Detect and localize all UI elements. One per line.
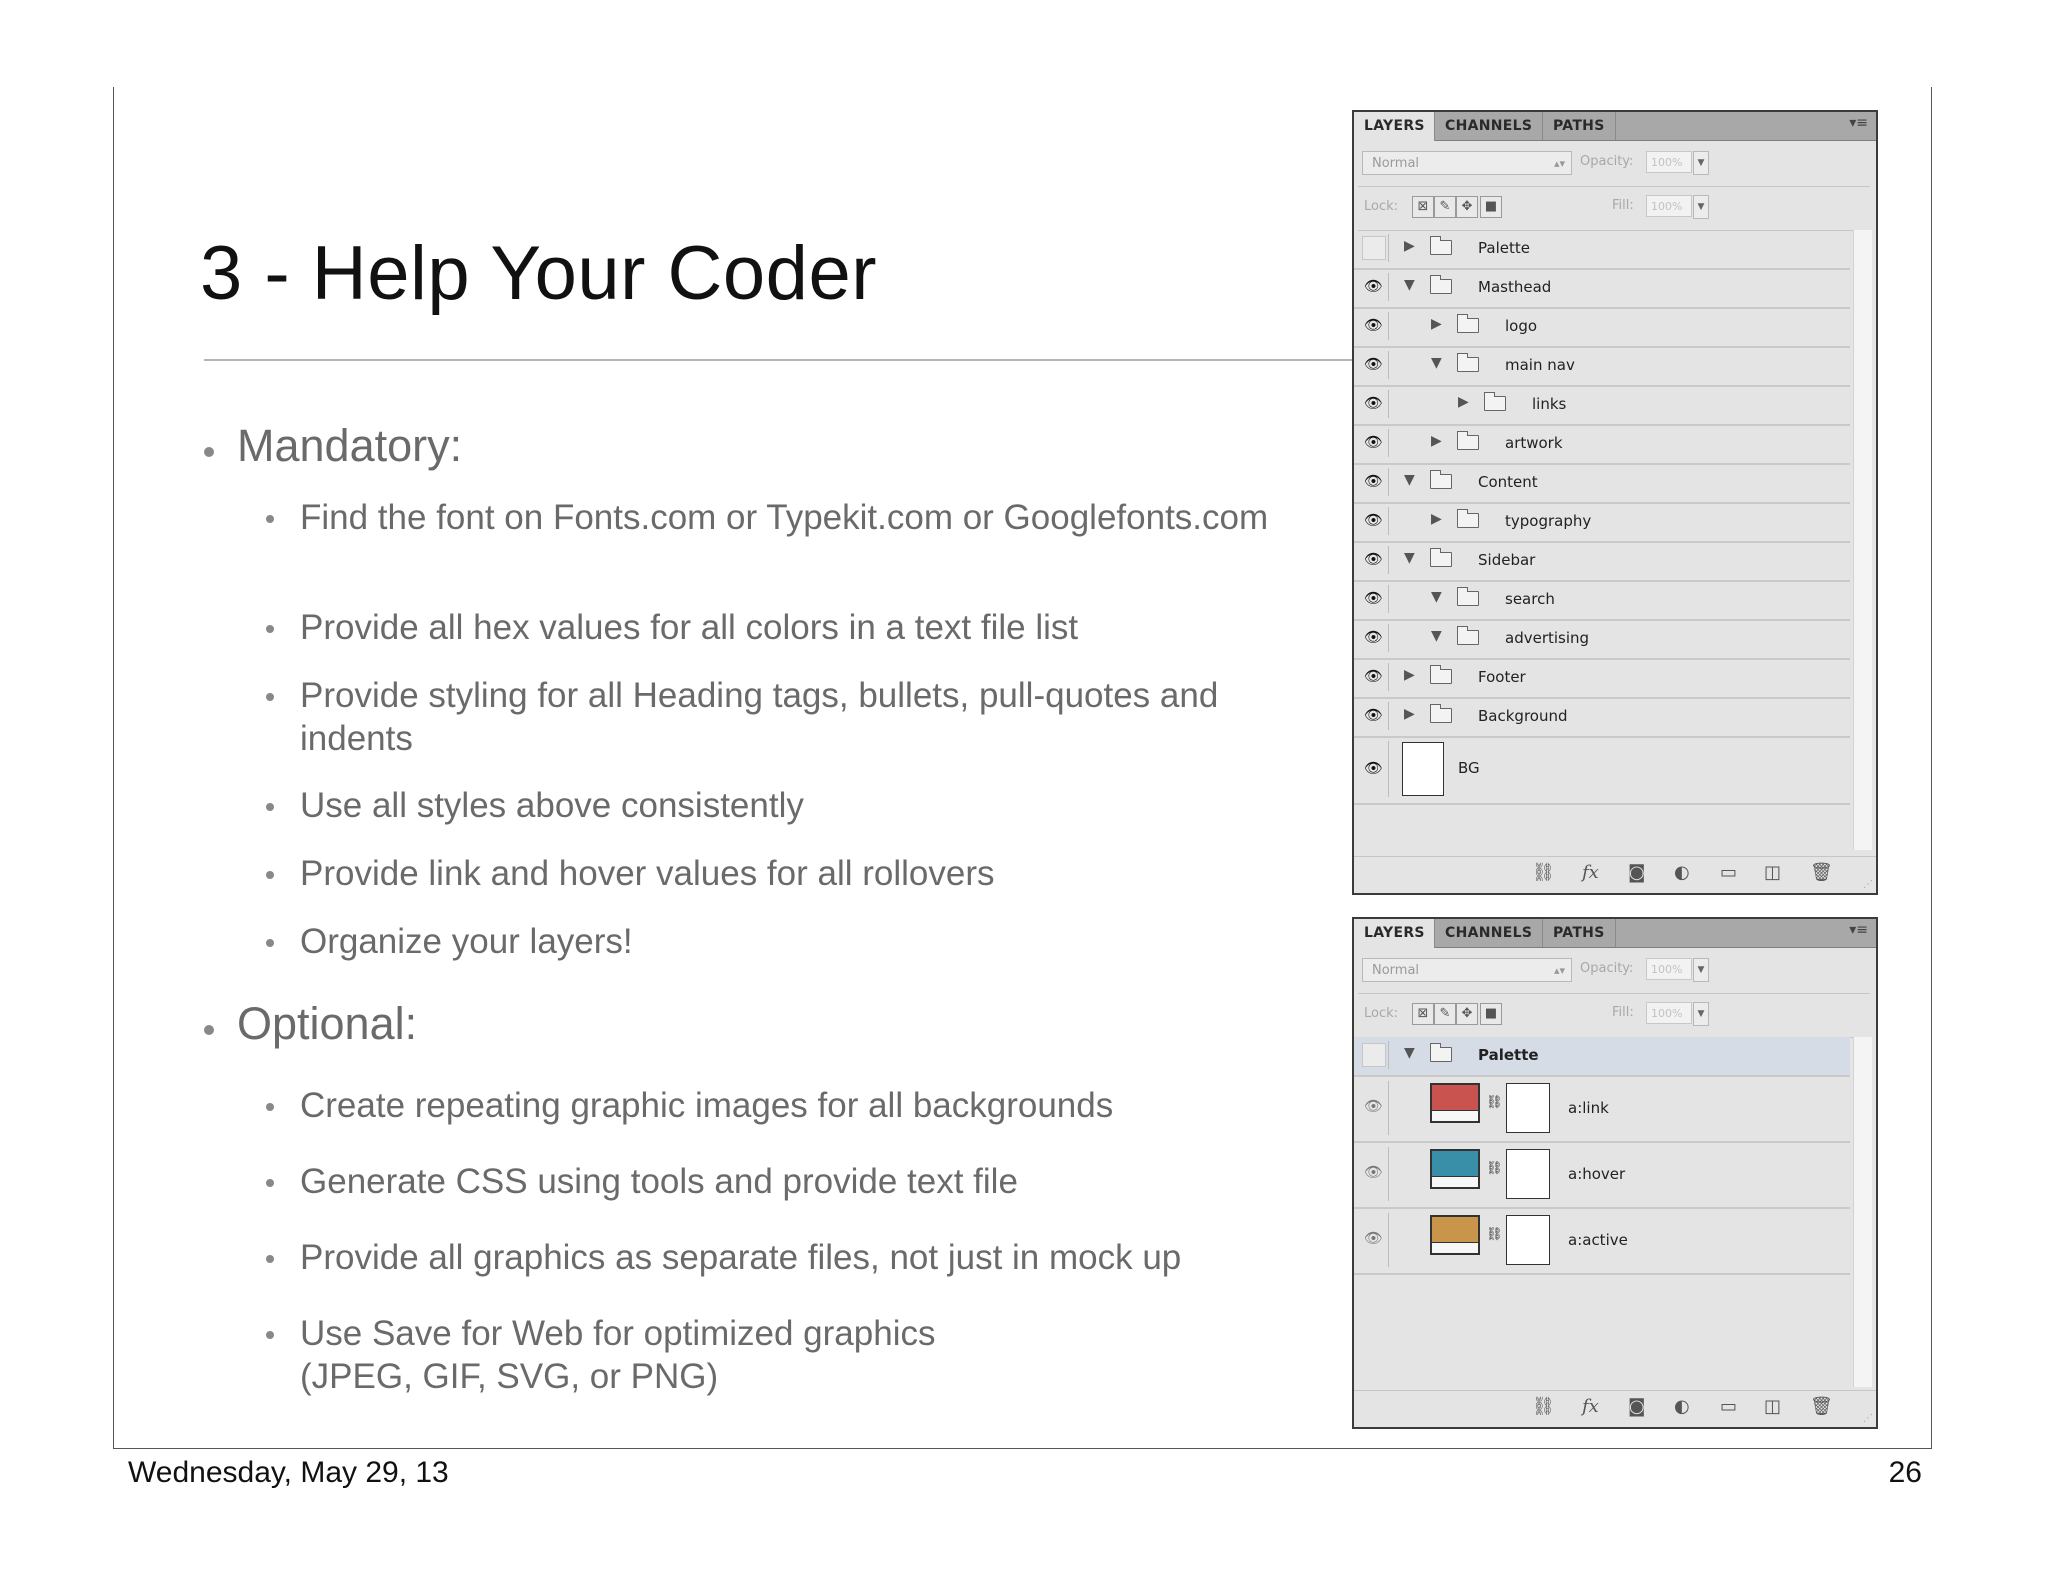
fx-icon[interactable]: fx — [1582, 1396, 1599, 1417]
layer-mask-thumbnail — [1506, 1083, 1550, 1133]
visibility-toggle[interactable] — [1358, 390, 1389, 418]
blend-row — [1354, 144, 1876, 184]
fx-icon[interactable]: fx — [1582, 862, 1599, 883]
title-divider — [204, 359, 1352, 361]
fill-layer-row[interactable]: 👁 ⛓ a:link — [1354, 1077, 1850, 1143]
layer-row[interactable]: 👁 ▼ Content — [1354, 464, 1850, 504]
layer-row[interactable]: 👁 ▼ main nav — [1354, 347, 1850, 387]
folder-icon — [1457, 630, 1479, 645]
collapse-triangle-icon[interactable]: ▼ — [1431, 628, 1442, 644]
fill-input[interactable]: 100% — [1646, 1002, 1692, 1024]
folder-icon — [1484, 396, 1506, 411]
lock-move-icon[interactable]: ✥ — [1456, 196, 1478, 218]
blend-mode-select[interactable]: Normal ▴▾ — [1362, 958, 1572, 982]
collapse-triangle-icon[interactable]: ▼ — [1404, 472, 1415, 488]
tab-paths[interactable]: PATHS — [1543, 919, 1616, 947]
eye-icon: 👁 — [1364, 1097, 1384, 1115]
lock-transparent-icon[interactable]: ⊠ — [1412, 1003, 1434, 1025]
opacity-label: Opacity: — [1580, 961, 1634, 976]
visibility-toggle[interactable] — [1358, 507, 1389, 535]
visibility-toggle[interactable] — [1358, 741, 1389, 797]
lock-label: Lock: — [1364, 199, 1399, 214]
visibility-toggle[interactable] — [1358, 1041, 1389, 1069]
eye-icon: 👁 — [1364, 355, 1384, 373]
chain-link-icon[interactable]: ⛓ — [1486, 1161, 1503, 1176]
visibility-toggle[interactable] — [1358, 702, 1389, 730]
layers-panel-2 — [1352, 917, 1878, 1429]
opacity-input[interactable]: 100% — [1646, 151, 1692, 173]
eye-icon: 👁 — [1364, 628, 1384, 646]
fill-input[interactable]: 100% — [1646, 195, 1692, 217]
link-layers-icon[interactable]: ⛓ — [1532, 862, 1555, 883]
resize-grip-icon[interactable]: ⋰ — [1863, 879, 1873, 890]
eye-icon: 👁 — [1364, 1163, 1384, 1181]
expand-triangle-icon[interactable]: ▶ — [1404, 706, 1415, 722]
lock-brush-icon[interactable]: ✎ — [1434, 196, 1456, 218]
new-layer-icon[interactable]: ◫ — [1764, 1396, 1782, 1417]
folder-icon — [1430, 279, 1452, 294]
folder-icon — [1457, 357, 1479, 372]
visibility-toggle[interactable] — [1358, 1081, 1389, 1135]
layer-mask-thumbnail — [1506, 1149, 1550, 1199]
layer-mask-icon[interactable]: ◙ — [1628, 1396, 1646, 1417]
tab-channels[interactable]: CHANNELS — [1435, 112, 1543, 140]
folder-icon — [1457, 513, 1479, 528]
eye-icon: 👁 — [1364, 759, 1384, 777]
panel-tabbar — [1354, 919, 1876, 948]
blend-mode-select[interactable]: Normal ▴▾ — [1362, 151, 1572, 175]
tab-layers[interactable]: LAYERS — [1354, 919, 1435, 948]
folder-icon — [1430, 240, 1452, 255]
expand-triangle-icon[interactable]: ▶ — [1458, 394, 1469, 410]
fill-dropdown-icon[interactable]: ▼ — [1693, 1002, 1709, 1026]
layer-row[interactable]: 👁 ▼ Sidebar — [1354, 542, 1850, 582]
eye-icon: 👁 — [1364, 316, 1384, 334]
layer-row[interactable]: 👁 ▶ links — [1354, 386, 1850, 426]
folder-icon — [1457, 435, 1479, 450]
visibility-toggle[interactable] — [1358, 546, 1389, 574]
color-swatch[interactable] — [1430, 1083, 1480, 1123]
chain-link-icon[interactable]: ⛓ — [1486, 1227, 1503, 1242]
layer-row[interactable]: 👁 ▶ typography — [1354, 503, 1850, 543]
layers-panel-1 — [1352, 110, 1878, 895]
link-layers-icon[interactable]: ⛓ — [1532, 1396, 1555, 1417]
chain-link-icon[interactable]: ⛓ — [1486, 1095, 1503, 1110]
collapse-triangle-icon[interactable]: ▼ — [1404, 550, 1415, 566]
expand-triangle-icon[interactable]: ▶ — [1431, 433, 1442, 449]
layer-row[interactable]: 👁 ▶ logo — [1354, 308, 1850, 348]
opacity-dropdown-icon[interactable]: ▼ — [1693, 151, 1709, 175]
layer-mask-thumbnail — [1506, 1215, 1550, 1265]
collapse-triangle-icon[interactable]: ▼ — [1431, 589, 1442, 605]
eye-icon: 👁 — [1364, 433, 1384, 451]
visibility-toggle[interactable] — [1358, 468, 1389, 496]
collapse-triangle-icon[interactable]: ▼ — [1431, 355, 1442, 371]
folder-icon — [1430, 474, 1452, 489]
visibility-toggle[interactable] — [1358, 585, 1389, 613]
tab-paths[interactable]: PATHS — [1543, 112, 1616, 140]
visibility-toggle[interactable] — [1358, 312, 1389, 340]
expand-triangle-icon[interactable]: ▶ — [1404, 667, 1415, 683]
fill-label: Fill: — [1612, 198, 1634, 213]
lock-all-icon[interactable]: ■ — [1480, 196, 1502, 218]
visibility-toggle[interactable] — [1358, 663, 1389, 691]
layer-row[interactable]: 👁 ▼ advertising — [1354, 620, 1850, 660]
bullet-dot — [204, 447, 214, 457]
panel-tabbar — [1354, 112, 1876, 141]
layer-row[interactable]: 👁 ▶ Background — [1354, 698, 1850, 738]
layer-row[interactable]: 👁 ▶ Footer — [1354, 659, 1850, 699]
select-arrows-icon: ▴▾ — [1553, 157, 1565, 170]
layers-scrollbar[interactable] — [1853, 1037, 1872, 1387]
color-swatch[interactable] — [1430, 1149, 1480, 1189]
visibility-toggle[interactable] — [1358, 1213, 1389, 1267]
visibility-toggle[interactable] — [1358, 429, 1389, 457]
folder-icon — [1430, 669, 1452, 684]
fill-dropdown-icon[interactable]: ▼ — [1693, 195, 1709, 219]
fill-label: Fill: — [1612, 1005, 1634, 1020]
panel-bottom-toolbar — [1354, 1390, 1876, 1427]
eye-icon: 👁 — [1364, 511, 1384, 529]
eye-icon: 👁 — [1364, 550, 1384, 568]
lock-brush-icon[interactable]: ✎ — [1434, 1003, 1456, 1025]
page-number: 26 — [1888, 1456, 1922, 1489]
layer-thumbnail — [1402, 742, 1444, 796]
layer-row[interactable]: 👁 ▼ Masthead — [1354, 269, 1850, 309]
eye-icon: 👁 — [1364, 589, 1384, 607]
footer-date: Wednesday, May 29, 13 — [128, 1456, 449, 1489]
eye-icon: 👁 — [1364, 277, 1384, 295]
trash-icon[interactable]: 🗑 — [1810, 1396, 1833, 1417]
visibility-toggle[interactable] — [1358, 1147, 1389, 1201]
expand-triangle-icon[interactable]: ▶ — [1431, 511, 1442, 527]
resize-grip-icon[interactable]: ⋰ — [1863, 1413, 1873, 1424]
visibility-toggle[interactable] — [1358, 234, 1389, 262]
select-arrows-icon: ▴▾ — [1553, 964, 1565, 977]
new-group-icon[interactable]: ▭ — [1720, 862, 1738, 883]
eye-icon: 👁 — [1364, 472, 1384, 490]
lock-transparent-icon[interactable]: ⊠ — [1412, 196, 1434, 218]
tab-layers[interactable]: LAYERS — [1354, 112, 1435, 141]
folder-icon — [1430, 552, 1452, 567]
eye-icon: 👁 — [1364, 667, 1384, 685]
folder-icon — [1457, 591, 1479, 606]
eye-icon: 👁 — [1364, 1229, 1384, 1247]
visibility-toggle[interactable] — [1358, 624, 1389, 652]
panel-bottom-toolbar — [1354, 856, 1876, 893]
layer-row[interactable]: 👁 ▶ artwork — [1354, 425, 1850, 465]
opacity-input[interactable]: 100% — [1646, 958, 1692, 980]
eye-icon: 👁 — [1364, 706, 1384, 724]
adjustment-layer-icon[interactable]: ◐ — [1674, 862, 1690, 883]
fill-layer-row[interactable]: 👁 ⛓ a:hover — [1354, 1143, 1850, 1209]
lock-move-icon[interactable]: ✥ — [1456, 1003, 1478, 1025]
color-swatch[interactable] — [1430, 1215, 1480, 1255]
layer-row-selected[interactable]: ▼ Palette — [1354, 1037, 1850, 1077]
visibility-toggle[interactable] — [1358, 351, 1389, 379]
folder-icon — [1430, 1047, 1452, 1062]
folder-icon — [1457, 318, 1479, 333]
layers-scrollbar[interactable] — [1853, 230, 1872, 850]
layer-mask-icon[interactable]: ◙ — [1628, 862, 1646, 883]
collapse-triangle-icon[interactable]: ▼ — [1404, 277, 1415, 293]
layer-row[interactable]: ▶ Palette — [1354, 230, 1850, 270]
opacity-dropdown-icon[interactable]: ▼ — [1693, 958, 1709, 982]
expand-triangle-icon[interactable]: ▶ — [1431, 316, 1442, 332]
tab-channels[interactable]: CHANNELS — [1435, 919, 1543, 947]
opacity-label: Opacity: — [1580, 154, 1634, 169]
lock-row — [1354, 995, 1876, 1035]
lock-row — [1354, 188, 1876, 228]
eye-icon: 👁 — [1364, 394, 1384, 412]
layer-row[interactable]: 👁 ▼ search — [1354, 581, 1850, 621]
new-layer-icon[interactable]: ◫ — [1764, 862, 1782, 883]
blend-row — [1354, 951, 1876, 991]
lock-all-icon[interactable]: ■ — [1480, 1003, 1502, 1025]
collapse-triangle-icon[interactable]: ▼ — [1404, 1045, 1415, 1061]
panel-menu-icon[interactable]: ▾≡ — [1849, 922, 1868, 938]
fill-layer-row[interactable]: 👁 ⛓ a:active — [1354, 1209, 1850, 1275]
panel-menu-icon[interactable]: ▾≡ — [1849, 115, 1868, 131]
folder-icon — [1430, 708, 1452, 723]
lock-label: Lock: — [1364, 1006, 1399, 1021]
adjustment-layer-icon[interactable]: ◐ — [1674, 1396, 1690, 1417]
slide-title: 3 - Help Your Coder — [200, 231, 878, 316]
layer-row-bg[interactable]: 👁 BG — [1354, 737, 1850, 805]
expand-triangle-icon[interactable]: ▶ — [1404, 238, 1415, 254]
trash-icon[interactable]: 🗑 — [1810, 862, 1833, 883]
new-group-icon[interactable]: ▭ — [1720, 1396, 1738, 1417]
visibility-toggle[interactable] — [1358, 273, 1389, 301]
bullet-dot — [204, 1025, 214, 1035]
